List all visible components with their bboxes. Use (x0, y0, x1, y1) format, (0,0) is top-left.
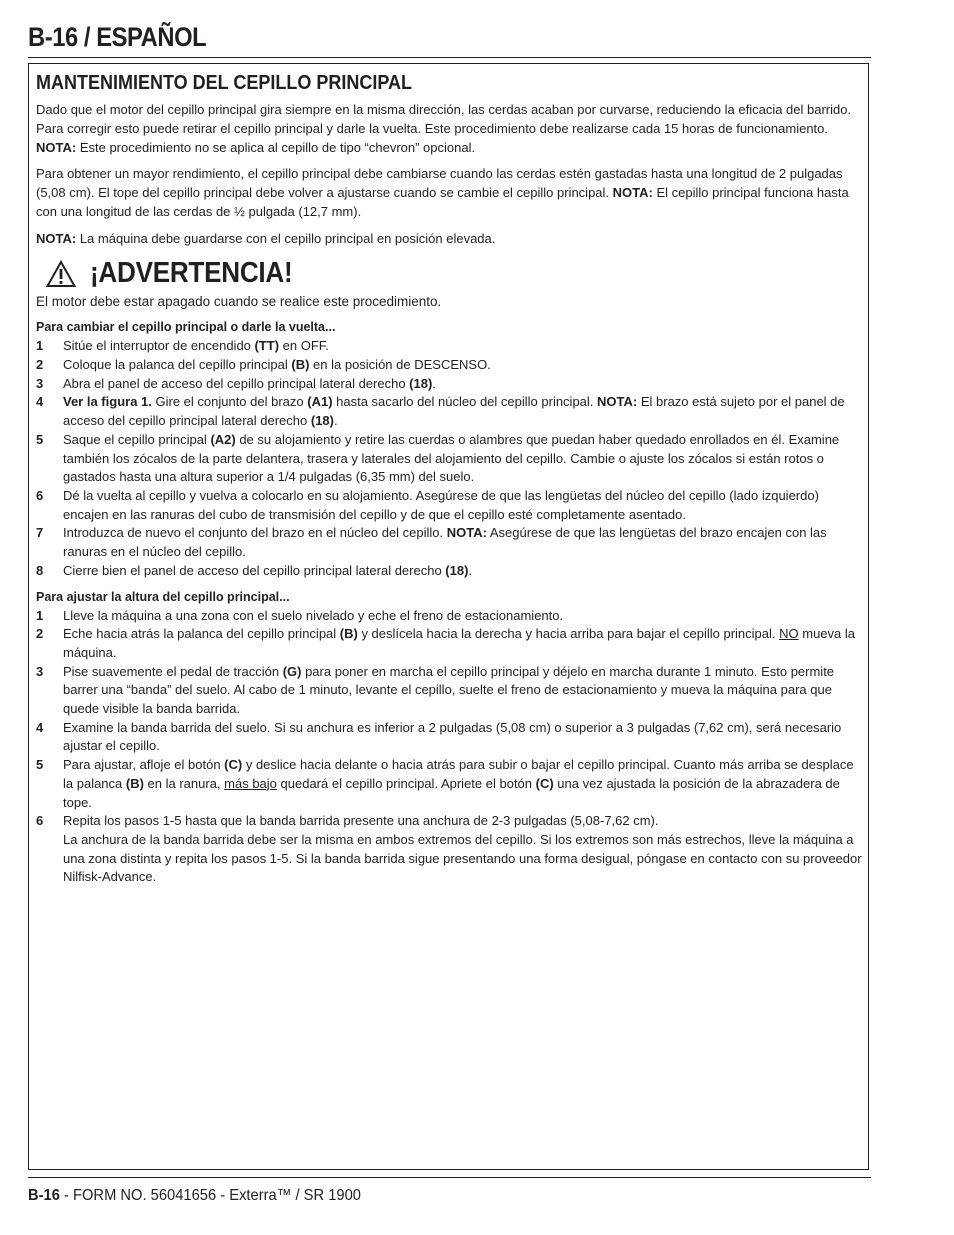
note-1 (36, 139, 864, 158)
procedure-heading-adjust: Para ajustar la altura del cepillo principal... (36, 589, 290, 604)
step-number: 4 (36, 719, 44, 735)
content-box (28, 63, 869, 1170)
step (36, 524, 864, 561)
step-text: Ver la figura 1. Gire el conjunto del brazo (A1) hasta sacarlo del núcleo del cepillo principal. NOTA: El brazo está sujeto por el panel de acceso del cepillo principal lateral derecho (18). (63, 394, 845, 429)
warning-triangle-icon (46, 260, 76, 288)
warning-title: ¡ADVERTENCIA! (90, 257, 293, 290)
footer-divider (28, 1177, 871, 1178)
footer-page-number: B-16 (28, 1187, 60, 1204)
header-divider (28, 57, 871, 58)
step (36, 663, 864, 719)
step (36, 393, 864, 430)
note-label: NOTA: (612, 185, 653, 201)
step-number: 4 (36, 394, 44, 410)
step (36, 356, 864, 375)
step (36, 487, 864, 524)
note-storage (36, 230, 864, 249)
warning-header (36, 257, 864, 291)
step (36, 812, 864, 887)
step (36, 431, 864, 487)
paragraph-replacement (36, 165, 864, 221)
step-text: Coloque la palanca del cepillo principal (B) en la posición de DESCENSO. (63, 357, 491, 373)
step-text: Introduzca de nuevo el conjunto del brazo en el núcleo del cepillo. NOTA: Asegúrese de que las lengüetas del brazo encajen con las ranuras en el núcleo del cepillo. (63, 525, 827, 560)
step (36, 625, 864, 662)
step-number: 2 (36, 357, 44, 373)
step-number: 2 (36, 626, 44, 642)
content-inner (36, 72, 864, 887)
step-number: 5 (36, 431, 44, 447)
step-number: 1 (36, 607, 44, 623)
step-number: 7 (36, 525, 44, 541)
note-text: La máquina debe guardarse con el cepillo principal en posición elevada. (76, 230, 496, 246)
step (36, 756, 864, 812)
step-number: 6 (36, 488, 44, 503)
footer-form-text: - FORM NO. 56041656 - Exterra™ / SR 1900 (59, 1187, 361, 1204)
page-footer (28, 1187, 361, 1205)
step-number: 5 (36, 757, 44, 773)
step-text: Repita los pasos 1-5 hasta que la banda barrida presente una anchura de 2-3 pulgadas (5,08-7,62 cm). La anchura de la banda barrida debe ser la misma en ambos extremos del cepillo. Si los extremos son más estrechos, lleve la máquina a una zona distinta y repita los pasos 1-5. Si la banda barrida sigue presentando una forma desigual, póngase en contacto con su proveedor Nilfisk-Advance. (63, 813, 862, 885)
step-text: Saque el cepillo principal (A2) de su alojamiento y retire las cuerdas o alambres que puedan haber quedado enrollados en él. Examine también los zócalos de la parte delantera, trasera y laterales del alojamiento del cepillo. Cambie o ajuste los zócalos si están rotos o gastados hasta una altura superior a 1/4 pulgadas (6,35 mm) del suelo. (63, 431, 840, 485)
step-text: Para ajustar, afloje el botón (C) y deslice hacia delante o hacia atrás para subir o bajar el cepillo principal. Cuanto más arriba se desplace la palanca (B) en la ranura, más bajo quedará el cepillo principal. Apriete el botón (C) una vez ajustada la posición de la abrazadera de tope. (63, 757, 854, 810)
paragraph-text: Para obtener un mayor rendimiento, el cepillo principal debe cambiarse cuando las cerdas estén gastadas hasta una longitud de 2 pulgadas (5,08 cm). El tope del cepillo principal debe volver a ajustarse cuando se cambie el cepillo principal. (36, 166, 843, 201)
paragraph-text: El cepillo principal funciona hasta con una longitud de las cerdas de ½ pulgada (12,7 mm). (36, 185, 849, 219)
step-text: Dé la vuelta al cepillo y vuelva a colocarlo en su alojamiento. Asegúrese de que las lengüetas del núcleo del cepillo (lado izquierdo) encajen en las ranuras del cubo de transmisión del cepillo y de que el cepillo esté completamente asentado. (63, 488, 819, 522)
step-text: Eche hacia atrás la palanca del cepillo principal (B) y deslícela hacia la derecha y hacia arriba para bajar el cepillo principal. NO mueva la máquina. (63, 626, 855, 660)
step-number: 3 (36, 663, 44, 679)
step (36, 562, 864, 581)
intro-line-2: Para corregir esto puede retirar el cepillo principal y darle la vuelta. Este procedimiento debe realizarse cada 15 horas de funcionamiento. (36, 120, 828, 136)
note-text: Este procedimiento no se aplica al cepillo de tipo “chevron” opcional. (76, 139, 476, 155)
step-text: Cierre bien el panel de acceso del cepillo principal lateral derecho (18). (63, 562, 473, 578)
page-title: B-16 / ESPAÑOL (28, 22, 207, 52)
step-number: 3 (36, 375, 44, 391)
step-number: 8 (36, 562, 44, 578)
step (36, 337, 864, 356)
step-number: 6 (36, 813, 44, 829)
step (36, 607, 864, 626)
procedure-heading-change: Para cambiar el cepillo principal o darle la vuelta... (36, 320, 336, 335)
note-label: NOTA: (36, 230, 77, 246)
step (36, 375, 864, 394)
note-label: NOTA: (36, 139, 77, 155)
section-title: MANTENIMIENTO DEL CEPILLO PRINCIPAL (36, 72, 413, 94)
step-text: Examine la banda barrida del suelo. Si su anchura es inferior a 2 pulgadas (5,08 cm) o superior a 3 pulgadas (7,62 cm), será necesario ajustar el cepillo. (63, 719, 842, 754)
step (36, 719, 864, 756)
step-text: Pise suavemente el pedal de tracción (G) para poner en marcha el cepillo principal y déjelo en marcha durante 1 minuto. Esto permite barrer una “banda” del suelo. Al cabo de 1 minuto, levante el cepillo, suelte el freno de estacionamiento y mueva la máquina para que quede visible la banda barrida. (63, 663, 835, 717)
warning-text: El motor debe estar apagado cuando se realice este procedimiento. (36, 293, 442, 309)
step-text: Abra el panel de acceso del cepillo principal lateral derecho (18). (63, 375, 436, 391)
step-text: Lleve la máquina a una zona con el suelo nivelado y eche el freno de estacionamiento. (63, 607, 564, 623)
step-number: 1 (36, 338, 44, 354)
step-text: Sitúe el interruptor de encendido (TT) en OFF. (63, 338, 329, 354)
intro-line-1: Dado que el motor del cepillo principal gira siempre en la misma dirección, las cerdas acaban por curvarse, reduciendo la eficacia del barrido. (36, 102, 852, 117)
